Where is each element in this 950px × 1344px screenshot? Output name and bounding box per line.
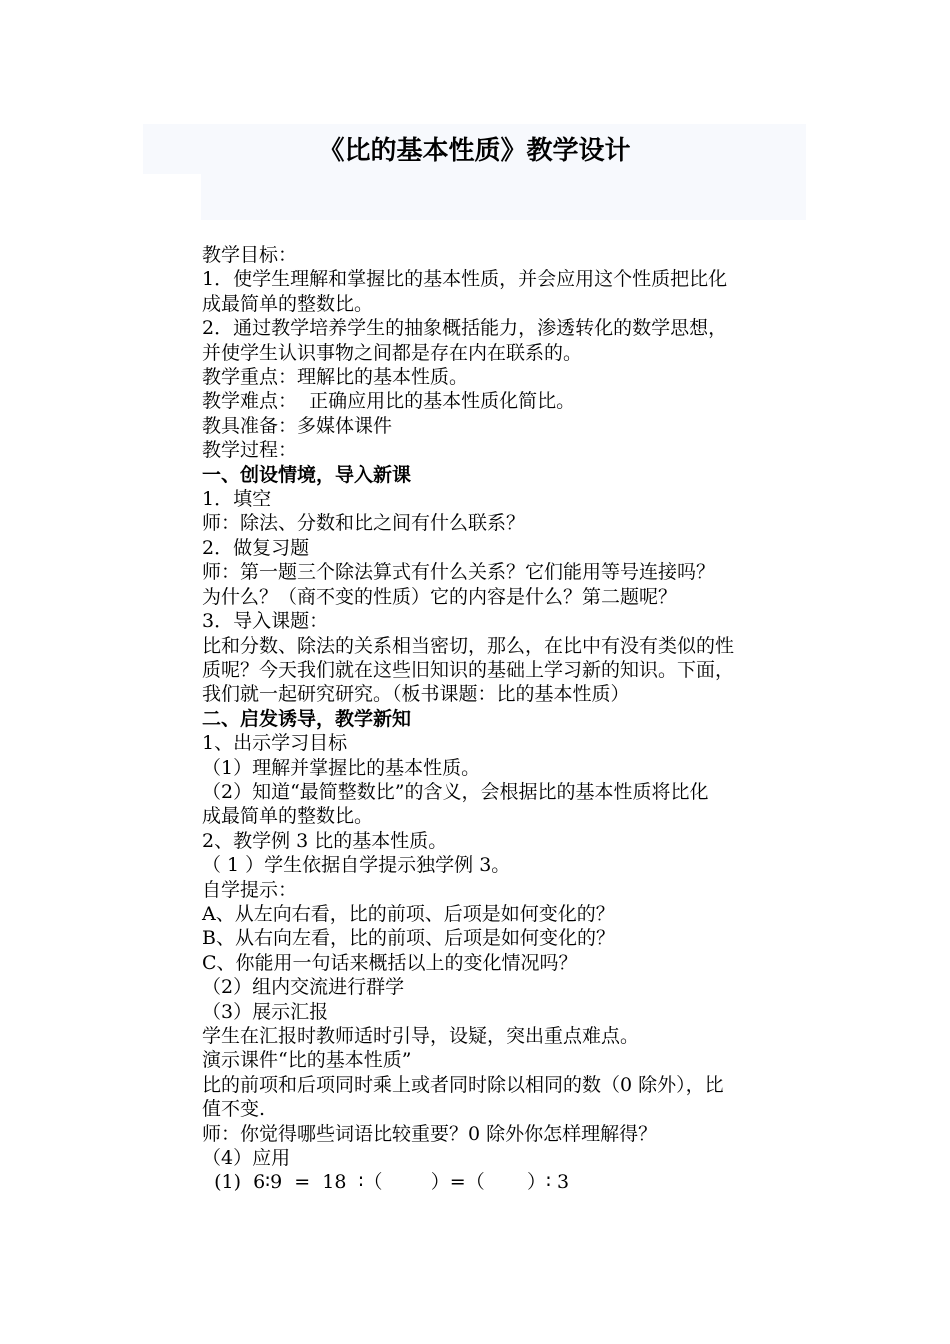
text-line: 教具准备：多媒体课件 xyxy=(202,414,393,437)
text-line: （4）应用 xyxy=(202,1147,291,1170)
text-line: 教学目标： xyxy=(202,244,298,266)
text-line: 师：第一题三个除法算式有什么关系？它们能用等号连接吗？ xyxy=(202,561,716,584)
text-line: 成最简单的整数比。 xyxy=(202,805,374,828)
text-line: 成最简单的整数比。 xyxy=(202,292,374,315)
text-line: A、从左向右看，比的前项、后项是如何变化的？ xyxy=(202,902,615,925)
text-line: （1）理解并掌握比的基本性质。 xyxy=(202,756,481,779)
document-title: 《比的基本性质》教学设计 xyxy=(318,136,631,166)
text-line: （2）组内交流进行群学 xyxy=(202,976,405,999)
text-line: (1) 6∶9 = 18 ∶（ ）=（ ）∶ 3 xyxy=(202,1171,570,1194)
text-line: 教学过程： xyxy=(202,439,298,462)
text-line: 1．使学生理解和掌握比的基本性质，并会应用这个性质把比化 xyxy=(202,268,728,291)
text-line: B、从右向左看，比的前项、后项是如何变化的？ xyxy=(202,927,615,950)
text-line: 教学重点：理解比的基本性质。 xyxy=(202,366,469,389)
text-line: 2．通过教学培养学生的抽象概括能力，渗透转化的数学思想， xyxy=(202,317,728,340)
text-line: 比的前项和后项同时乘上或者同时除以相同的数（0 除外），比 xyxy=(202,1073,724,1096)
text-line: 1、出示学习目标 xyxy=(202,732,348,755)
text-line: 质呢？今天我们就在这些旧知识的基础上学习新的知识。下面， xyxy=(202,658,735,681)
text-line: 2．做复习题 xyxy=(202,536,310,559)
text-line: 我们就一起研究研究。（板书课题：比的基本性质） xyxy=(202,683,630,706)
text-line: 为什么？（商不变的性质）它的内容是什么？第二题呢？ xyxy=(202,585,678,608)
text-line: 比和分数、除法的关系相当密切，那么，在比中有没有类似的性 xyxy=(202,634,735,657)
section-heading: 二、启发诱导，教学新知 xyxy=(202,707,412,730)
text-line: 师：除法、分数和比之间有什么联系？ xyxy=(202,512,526,535)
text-line: （ 1 ）学生依据自学提示独学例 3。 xyxy=(202,854,511,877)
text-line: 教学难点： 正确应用比的基本性质化简比。 xyxy=(202,390,576,413)
text-line: C、你能用一句话来概括以上的变化情况吗？ xyxy=(202,951,578,974)
section-heading: 一、创设情境，导入新课 xyxy=(202,463,412,486)
text-line: 2、教学例 3 比的基本性质。 xyxy=(202,829,448,852)
text-line: 演示课件“比的基本性质” xyxy=(202,1049,412,1072)
text-line: 师：你觉得哪些词语比较重要？0 除外你怎样理解得？ xyxy=(202,1122,658,1145)
document-body xyxy=(202,243,814,1195)
text-line: （3）展示汇报 xyxy=(202,1000,329,1023)
text-line: （2）知道“最简整数比”的含义，会根据比的基本性质将比化 xyxy=(202,780,709,803)
text-line: 自学提示： xyxy=(202,878,298,901)
text-line: 值不变. xyxy=(202,1098,266,1121)
title-background-lower xyxy=(201,174,806,220)
text-line: 3．导入课题： xyxy=(202,610,329,633)
text-line: 学生在汇报时教师适时引导，设疑，突出重点难点。 xyxy=(202,1025,640,1047)
text-line: 并使学生认识事物之间都是存在内在联系的。 xyxy=(202,341,583,364)
text-line: 1．填空 xyxy=(202,488,272,511)
